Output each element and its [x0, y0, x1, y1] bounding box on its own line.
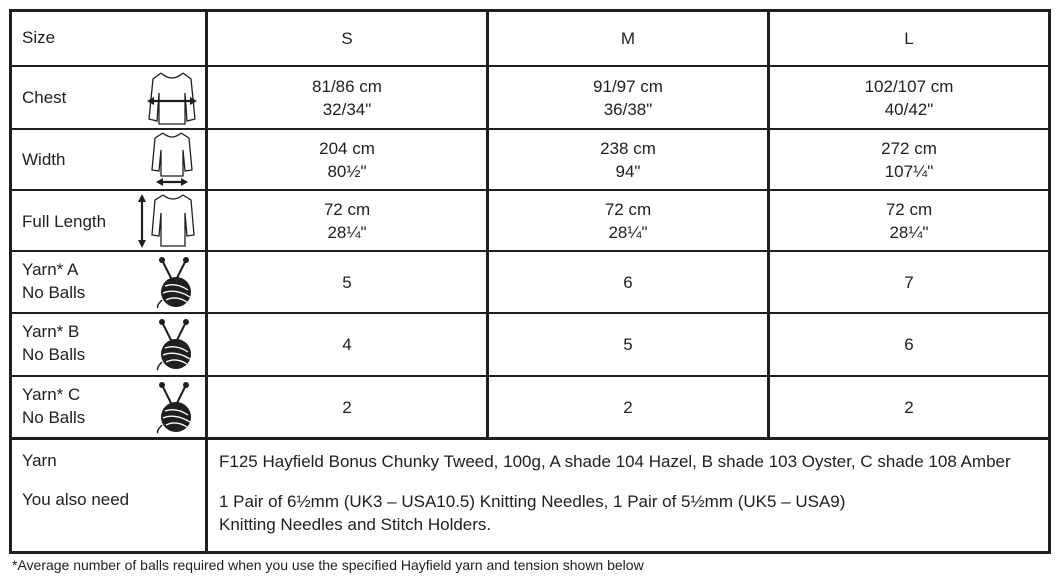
value-cm: 72 cm	[323, 199, 371, 219]
length-measure-icon	[133, 191, 201, 250]
value-cm: 72 cm	[885, 199, 933, 219]
yarn-ball-icon	[154, 318, 194, 372]
value-in: 80½"	[327, 161, 367, 181]
no-balls-label: No Balls	[22, 283, 86, 302]
yarn-ball-icon	[154, 256, 194, 310]
width-l	[770, 130, 1048, 189]
row-label-width: Width	[22, 150, 66, 169]
value-cm: 72 cm	[604, 199, 652, 219]
value-cm: 91/97 cm	[593, 76, 663, 96]
yarn-b-l: 6	[904, 335, 914, 354]
size-l-header: L	[904, 29, 914, 48]
size-table	[9, 9, 1051, 554]
table-border-right	[1048, 9, 1051, 554]
size-s-header: S	[341, 29, 353, 48]
table-border-bottom	[9, 551, 1051, 554]
row-label-chest: Chest	[22, 88, 67, 107]
length-s	[208, 191, 486, 250]
yarn-a-s: 5	[342, 272, 352, 292]
yarn-a-m: 6	[623, 272, 633, 292]
yarn-a-l: 7	[904, 272, 914, 292]
yarn-c-l: 2	[904, 397, 914, 417]
needles-description-line1: 1 Pair of 6½mm (UK3 – USA10.5) Knitting Needles, 1 Pair of 5½mm (UK5 – USA9)	[219, 492, 846, 511]
yarn-c-label: Yarn* C	[22, 385, 81, 404]
value-in: 94"	[615, 161, 641, 181]
chest-s	[208, 67, 486, 128]
size-m-header: M	[620, 29, 636, 48]
length-l	[770, 191, 1048, 250]
width-measure-icon	[147, 130, 197, 188]
value-in: 40/42"	[884, 99, 934, 119]
no-balls-label: No Balls	[22, 408, 86, 427]
value-in: 28¼"	[608, 222, 648, 242]
width-s	[208, 130, 486, 189]
value-in: 32/34"	[322, 99, 372, 119]
row-label-yarn-a	[22, 258, 85, 304]
needles-description-line2: Knitting Needles and Stitch Holders.	[219, 515, 492, 534]
table-border-left	[9, 9, 12, 554]
row-label-yarn-c	[22, 383, 85, 429]
chest-l	[770, 67, 1048, 128]
width-m	[489, 130, 767, 189]
size-header-label: Size	[22, 28, 56, 47]
value-cm: 81/86 cm	[312, 76, 382, 96]
value-cm: 204 cm	[319, 138, 375, 158]
value-cm: 238 cm	[600, 138, 656, 158]
value-cm: 102/107 cm	[864, 76, 954, 96]
yarn-b-s: 4	[342, 335, 352, 354]
value-cm: 272 cm	[881, 138, 937, 158]
yarn-label: Yarn	[22, 451, 57, 470]
chest-measure-icon	[143, 69, 201, 127]
yarn-b-label: Yarn* B	[22, 322, 80, 341]
yarn-description: F125 Hayfield Bonus Chunky Tweed, 100g, A shade 104 Hazel, B shade 103 Oyster, C shade 108 Amber	[219, 452, 1011, 471]
yarn-a-label: Yarn* A	[22, 260, 79, 279]
value-in: 28¼"	[327, 222, 367, 242]
no-balls-label: No Balls	[22, 345, 86, 364]
length-m	[489, 191, 767, 250]
yarn-b-m: 5	[623, 335, 633, 354]
row-divider	[9, 437, 1051, 440]
yarn-c-m: 2	[623, 397, 633, 417]
value-in: 28¼"	[889, 222, 929, 242]
row-label-yarn-b	[22, 320, 85, 366]
row-label-full-length: Full Length	[22, 212, 107, 231]
chest-m	[489, 67, 767, 128]
footnote: *Average number of balls required when you use the specified Hayfield yarn and tension shown below	[12, 557, 644, 573]
value-in: 36/38"	[603, 99, 653, 119]
yarn-ball-icon	[154, 381, 194, 435]
you-also-need-label: You also need	[22, 490, 130, 509]
yarn-c-s: 2	[342, 397, 352, 417]
value-in: 107¼"	[884, 161, 934, 181]
